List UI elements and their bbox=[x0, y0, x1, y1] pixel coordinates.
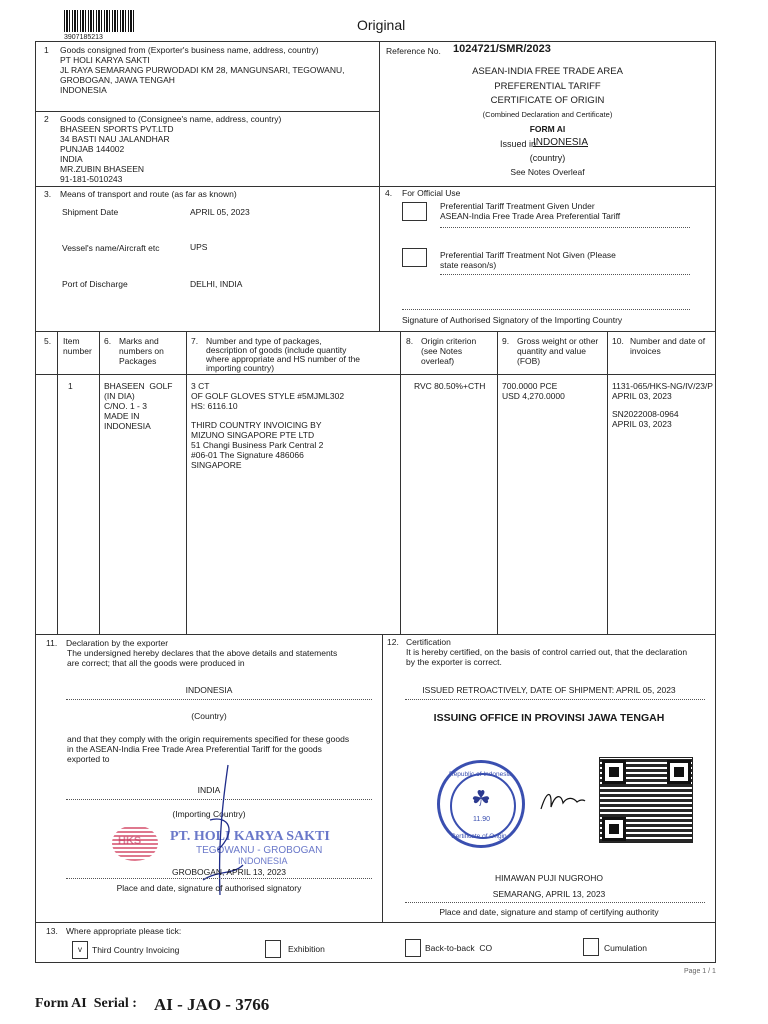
subtitle: (Combined Declaration and Certificate) bbox=[482, 110, 613, 119]
divider-box2-box3 bbox=[35, 186, 716, 187]
form-name: FORM AI bbox=[529, 124, 566, 134]
exporter-signature bbox=[198, 760, 248, 900]
col7-label-1: Number and type of packages, bbox=[206, 336, 322, 346]
col7-label-2: description of goods (include quantity bbox=[206, 345, 347, 355]
declaration-text-3: and that they comply with the origin requirements specified for these goods bbox=[67, 734, 350, 744]
box12-number: 12. bbox=[387, 637, 399, 647]
retroactive-note: ISSUED RETROACTIVELY, DATE OF SHIPMENT: APRIL 05, 2023 bbox=[422, 685, 676, 695]
col8-number: 8. bbox=[406, 336, 414, 346]
consignee-line-4: INDIA bbox=[60, 154, 83, 164]
item-number: 1 bbox=[68, 381, 73, 391]
exporter-signature-line bbox=[66, 878, 372, 879]
col7-number: 7. bbox=[191, 336, 199, 346]
certifier-name: HIMAWAN PUJI NUGROHO bbox=[495, 873, 603, 883]
back-to-back-checkbox[interactable] bbox=[405, 939, 421, 957]
issuing-office: ISSUING OFFICE IN PROVINSI JAWA TENGAH bbox=[433, 712, 665, 724]
vessel-value: UPS bbox=[190, 242, 208, 252]
box13-number: 13. bbox=[46, 926, 58, 936]
col-sep-2 bbox=[99, 331, 100, 634]
treatment-not-given-line-2: state reason/s) bbox=[440, 260, 497, 270]
consignee-line-3: PUNJAB 144002 bbox=[60, 144, 125, 154]
marks-line-5: INDONESIA bbox=[104, 421, 151, 431]
col5-number: 5. bbox=[44, 336, 52, 346]
seal-top-text: Republic of Indonesia bbox=[449, 771, 512, 778]
consignee-line-2: 34 BASTI NAU JALANDHAR bbox=[60, 134, 170, 144]
col6-label-3: Packages bbox=[119, 356, 157, 366]
col5-label-2: number bbox=[63, 346, 92, 356]
title-line-2: PREFERENTIAL TARIFF bbox=[494, 81, 601, 92]
col9-label-1: Gross weight or other bbox=[517, 336, 599, 346]
company-stamp-name: PT. HOLI KARYA SAKTI bbox=[170, 829, 330, 844]
box4-number: 4. bbox=[385, 188, 393, 198]
exporter-place-caption: Place and date, signature of authorised signatory bbox=[116, 883, 302, 893]
frame-left bbox=[35, 41, 36, 963]
marks-line-4: MADE IN bbox=[104, 411, 140, 421]
divider-column-headers bbox=[35, 374, 716, 375]
col-sep-3 bbox=[186, 331, 187, 634]
country-label: (country) bbox=[529, 153, 566, 163]
col8-label-2: (see Notes bbox=[421, 346, 463, 356]
box13-label: Where appropriate please tick: bbox=[66, 926, 182, 936]
shipment-date-label: Shipment Date bbox=[62, 207, 119, 217]
invoice-line-4: SN2022008-0964 bbox=[612, 409, 679, 419]
garuda-emblem-icon: ☘ bbox=[471, 786, 491, 811]
company-stamp-line-2: TEGOWANU - GROBOGAN bbox=[196, 845, 323, 856]
marks-line-3: C/NO. 1 - 3 bbox=[104, 401, 147, 411]
certification-text-1: It is hereby certified, on the basis of control carried out, that the declaration bbox=[406, 647, 688, 657]
back-to-back-label: Back-to-back CO bbox=[425, 943, 493, 953]
consignee-line-6: 91-181-5010243 bbox=[60, 174, 123, 184]
frame-right bbox=[715, 41, 716, 963]
certifier-place-date: SEMARANG, APRIL 13, 2023 bbox=[492, 889, 606, 899]
col8-label-3: overleaf) bbox=[421, 356, 455, 366]
description-line-8: #06-01 The Signature 486066 bbox=[191, 450, 304, 460]
quantity-line-2: USD 4,270.0000 bbox=[502, 391, 565, 401]
declaration-text-5: exported to bbox=[67, 754, 110, 764]
description-line-3: HS: 6116.10 bbox=[191, 401, 238, 411]
frame-bottom bbox=[35, 962, 716, 963]
box2-number: 2 bbox=[44, 114, 49, 124]
serial-label: Form AI Serial : bbox=[35, 996, 137, 1011]
exporter-line-1: PT HOLI KARYA SAKTI bbox=[60, 55, 150, 65]
divider-box3-columns bbox=[35, 331, 716, 332]
company-logo-text: HKS bbox=[118, 835, 142, 847]
treatment-not-given-line bbox=[440, 274, 690, 275]
cumulation-label: Cumulation bbox=[604, 943, 647, 953]
description-line-9: SINGAPORE bbox=[191, 460, 242, 470]
col9-label-2: quantity and value bbox=[517, 346, 586, 356]
page-number: Page 1 / 1 bbox=[684, 968, 716, 975]
title-line-1: ASEAN-INDIA FREE TRADE AREA bbox=[472, 66, 623, 77]
exporter-line-3: GROBOGAN, JAWA TENGAH bbox=[60, 75, 175, 85]
certifier-place-caption: Place and date, signature and stamp of certifying authority bbox=[439, 907, 659, 917]
consignee-line-1: BHASEEN SPORTS PVT.LTD bbox=[60, 124, 174, 134]
col-sep-4 bbox=[400, 331, 401, 634]
seal-bottom-text: Certificate of Origin bbox=[451, 833, 507, 840]
col10-label-2: invoices bbox=[630, 346, 661, 356]
col6-label-2: numbers on bbox=[119, 346, 164, 356]
issued-in-country: INDONESIA bbox=[533, 137, 589, 148]
certifier-signature bbox=[537, 785, 587, 815]
importing-country: INDIA bbox=[197, 785, 221, 795]
col7-label-4: importing country) bbox=[206, 363, 275, 373]
box1-label: Goods consigned from (Exporter's business name, address, country) bbox=[60, 45, 319, 55]
col-sep-6 bbox=[607, 331, 608, 634]
box3-number: 3. bbox=[44, 189, 52, 199]
col5-label-1: Item bbox=[63, 336, 80, 346]
barcode bbox=[64, 10, 134, 32]
treatment-given-line bbox=[440, 227, 690, 228]
third-country-label: Third Country Invoicing bbox=[92, 945, 180, 955]
col-sep-5 bbox=[497, 331, 498, 634]
col8-label-1: Origin criterion bbox=[421, 336, 477, 346]
box4-label: For Official Use bbox=[402, 188, 461, 198]
description-line-1: 3 CT bbox=[191, 381, 210, 391]
issued-in-label: Issued in bbox=[500, 139, 537, 149]
invoice-line-5: APRIL 03, 2023 bbox=[612, 419, 672, 429]
produced-country-line bbox=[66, 699, 372, 700]
shipment-date-value: APRIL 05, 2023 bbox=[190, 207, 250, 217]
treatment-not-given-line-1: Preferential Tariff Treatment Not Given (Please bbox=[440, 250, 616, 260]
certification-text-2: by the exporter is correct. bbox=[406, 657, 502, 667]
box1-number: 1 bbox=[44, 45, 49, 55]
invoice-line-2: APRIL 03, 2023 bbox=[612, 391, 672, 401]
col9-number: 9. bbox=[502, 336, 510, 346]
description-line-7: 51 Changi Business Park Central 2 bbox=[191, 440, 324, 450]
importing-signature-line bbox=[402, 309, 690, 310]
barcode-number: 3907185213 bbox=[64, 34, 103, 41]
divider-box1-box2 bbox=[35, 111, 380, 112]
box2-label: Goods consigned to (Consignee's name, address, country) bbox=[60, 114, 282, 124]
vessel-label: Vessel's name/Aircraft etc bbox=[62, 243, 160, 253]
importing-signature-label: Signature of Authorised Signatory of the Importing Country bbox=[402, 315, 623, 325]
certifier-line bbox=[405, 902, 705, 903]
importing-country-caption: (Importing Country) bbox=[172, 809, 246, 819]
divider-box13 bbox=[35, 922, 716, 923]
marks-line-2: (IN DIA) bbox=[104, 391, 135, 401]
title-line-3: CERTIFICATE OF ORIGIN bbox=[490, 95, 605, 106]
qr-code bbox=[599, 757, 693, 843]
declaration-text-4: in the ASEAN-India Free Trade Area Preferential Tariff for the goods bbox=[67, 744, 322, 754]
marks-line-1: BHASEEN GOLF bbox=[104, 381, 173, 391]
produced-country: INDONESIA bbox=[185, 685, 233, 695]
origin-criterion: RVC 80.50%+CTH bbox=[414, 381, 486, 391]
exporter-line-2: JL RAYA SEMARANG PURWODADI KM 28, MANGUNSARI, TEGOWANU, bbox=[60, 65, 345, 75]
consignee-line-5: MR.ZUBIN BHASEEN bbox=[60, 164, 145, 174]
description-line-2: OF GOLF GLOVES STYLE #5MJML302 bbox=[191, 391, 345, 401]
divider-items-declaration bbox=[35, 634, 716, 635]
port-label: Port of Discharge bbox=[62, 279, 128, 289]
copy-label: Original bbox=[357, 17, 406, 33]
reference-label: Reference No. bbox=[386, 46, 441, 56]
cumulation-checkbox[interactable] bbox=[583, 938, 599, 956]
exporter-place-date: GROBOGAN, APRIL 13, 2023 bbox=[172, 867, 287, 877]
treatment-given-line-1: Preferential Tariff Treatment Given Under bbox=[440, 201, 595, 211]
col10-number: 10. bbox=[612, 336, 624, 346]
box11-label: Declaration by the exporter bbox=[66, 638, 169, 648]
col10-label-1: Number and date of bbox=[630, 336, 706, 346]
treatment-given-line-2: ASEAN-India Free Trade Area Preferential Tariff bbox=[440, 211, 621, 221]
treatment-given-checkbox[interactable] bbox=[402, 202, 427, 221]
exporter-line-4: INDONESIA bbox=[60, 85, 107, 95]
treatment-not-given-checkbox[interactable] bbox=[402, 248, 427, 267]
serial-value: AI - JAO - 3766 bbox=[154, 995, 270, 1014]
col7-label-3: where appropriate and HS number of the bbox=[206, 354, 361, 364]
box3-label: Means of transport and route (as far as known) bbox=[60, 189, 237, 199]
col9-label-3: (FOB) bbox=[517, 356, 541, 366]
col6-number: 6. bbox=[104, 336, 112, 346]
exhibition-label: Exhibition bbox=[288, 944, 325, 954]
declaration-text-1: The undersigned hereby declares that the above details and statements bbox=[67, 648, 338, 658]
description-line-6: MIZUNO SINGAPORE PTE LTD bbox=[191, 430, 315, 440]
col-sep-1 bbox=[57, 331, 58, 634]
port-value: DELHI, INDIA bbox=[190, 279, 243, 289]
quantity-line-1: 700.0000 PCE bbox=[502, 381, 558, 391]
country-caption: (Country) bbox=[191, 711, 227, 721]
description-line-5: THIRD COUNTRY INVOICING BY bbox=[191, 420, 322, 430]
company-stamp-line-3: INDONESIA bbox=[238, 856, 288, 866]
reference-number: 1024721/SMR/2023 bbox=[453, 43, 551, 55]
exhibition-checkbox[interactable] bbox=[265, 940, 281, 958]
declaration-text-2: are correct; that all the goods were produced in bbox=[67, 658, 245, 668]
see-notes: See Notes Overleaf bbox=[510, 167, 585, 177]
retroactive-line bbox=[405, 699, 705, 700]
box11-number: 11. bbox=[46, 638, 58, 648]
invoice-line-1: 1131-065/HKS-NG/IV/23/P bbox=[612, 381, 713, 391]
box12-label: Certification bbox=[406, 637, 451, 647]
frame-top bbox=[35, 41, 716, 42]
col6-label-1: Marks and bbox=[119, 336, 159, 346]
third-country-checkbox[interactable]: v bbox=[72, 941, 88, 959]
seal-number: 11.90 bbox=[473, 816, 490, 823]
